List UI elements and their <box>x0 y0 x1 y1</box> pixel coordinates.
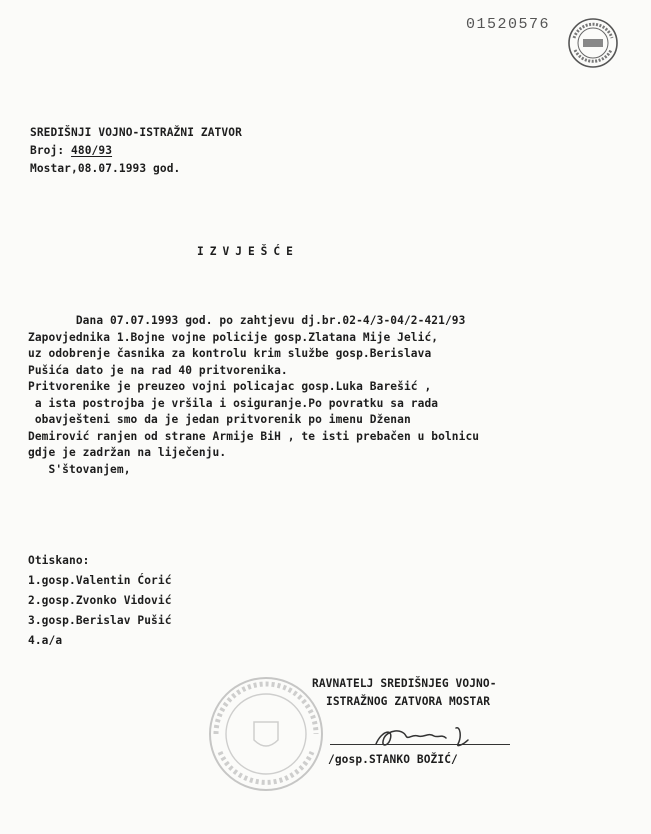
signatory-name: /gosp.STANKO BOŽIĆ/ <box>328 753 458 766</box>
place-and-date: Mostar,08.07.1993 god. <box>30 162 181 175</box>
body-line: Pritvorenike je preuzeo vojni policajac gosp.Luka Barešić , <box>28 380 432 393</box>
document-number: 01520576 <box>466 16 551 33</box>
signatory-title-line1: RAVNATELJ SREDIŠNJEG VOJNO- <box>312 677 497 690</box>
document-body <box>28 313 638 478</box>
institution-name: SREDIŠNJI VOJNO-ISTRAŽNI ZATVOR <box>30 126 242 139</box>
body-line: Zapovjednika 1.Bojne vojne policije gosp.Zlatana Mije Jelić, <box>28 330 439 344</box>
signature-block <box>312 676 497 712</box>
handwritten-signature <box>372 722 482 752</box>
body-line: gdje je zadržan na liječenju. <box>28 446 227 459</box>
official-stamp-icon <box>206 672 326 796</box>
signature-line <box>330 744 510 745</box>
closing-salutation: S'štovanjem, <box>28 462 131 476</box>
body-line: Demirović ranjen od strane Armije BiH , te isti prebačen u bolnicu <box>28 429 480 443</box>
copy-recipient: 1.gosp.Valentin Ćorić <box>28 574 172 587</box>
document-header <box>30 125 242 179</box>
body-line: a ista postrojba je vršila i osiguranje.Po povratku sa rada <box>28 396 439 410</box>
body-line: uz odobrenje časnika za kontrolu krim službe gosp.Berislava <box>28 347 432 360</box>
reference-label: Broj: <box>30 144 65 157</box>
body-line: obavješteni smo da je jedan pritvorenik po imenu Dženan <box>28 413 411 426</box>
archive-seal-icon <box>566 16 620 70</box>
document-title: IZVJEŠĆE <box>197 245 299 258</box>
reference-value: 480/93 <box>71 144 113 157</box>
copy-recipient: 2.gosp.Zvonko Vidović <box>28 594 172 607</box>
copies-label: Otiskano: <box>28 554 90 567</box>
reference-number <box>30 143 242 161</box>
body-line: Dana 07.07.1993 god. po zahtjevu dj.br.02-4/3-04/2-421/93 <box>28 314 466 327</box>
body-line: Pušića dato je na rad 40 pritvorenika. <box>28 363 288 377</box>
copy-recipient: 3.gosp.Berislav Pušić <box>28 614 172 627</box>
copies-list <box>28 553 172 653</box>
copy-recipient: 4.a/a <box>28 634 63 647</box>
signatory-title-line2: ISTRAŽNOG ZATVORA MOSTAR <box>326 695 491 708</box>
